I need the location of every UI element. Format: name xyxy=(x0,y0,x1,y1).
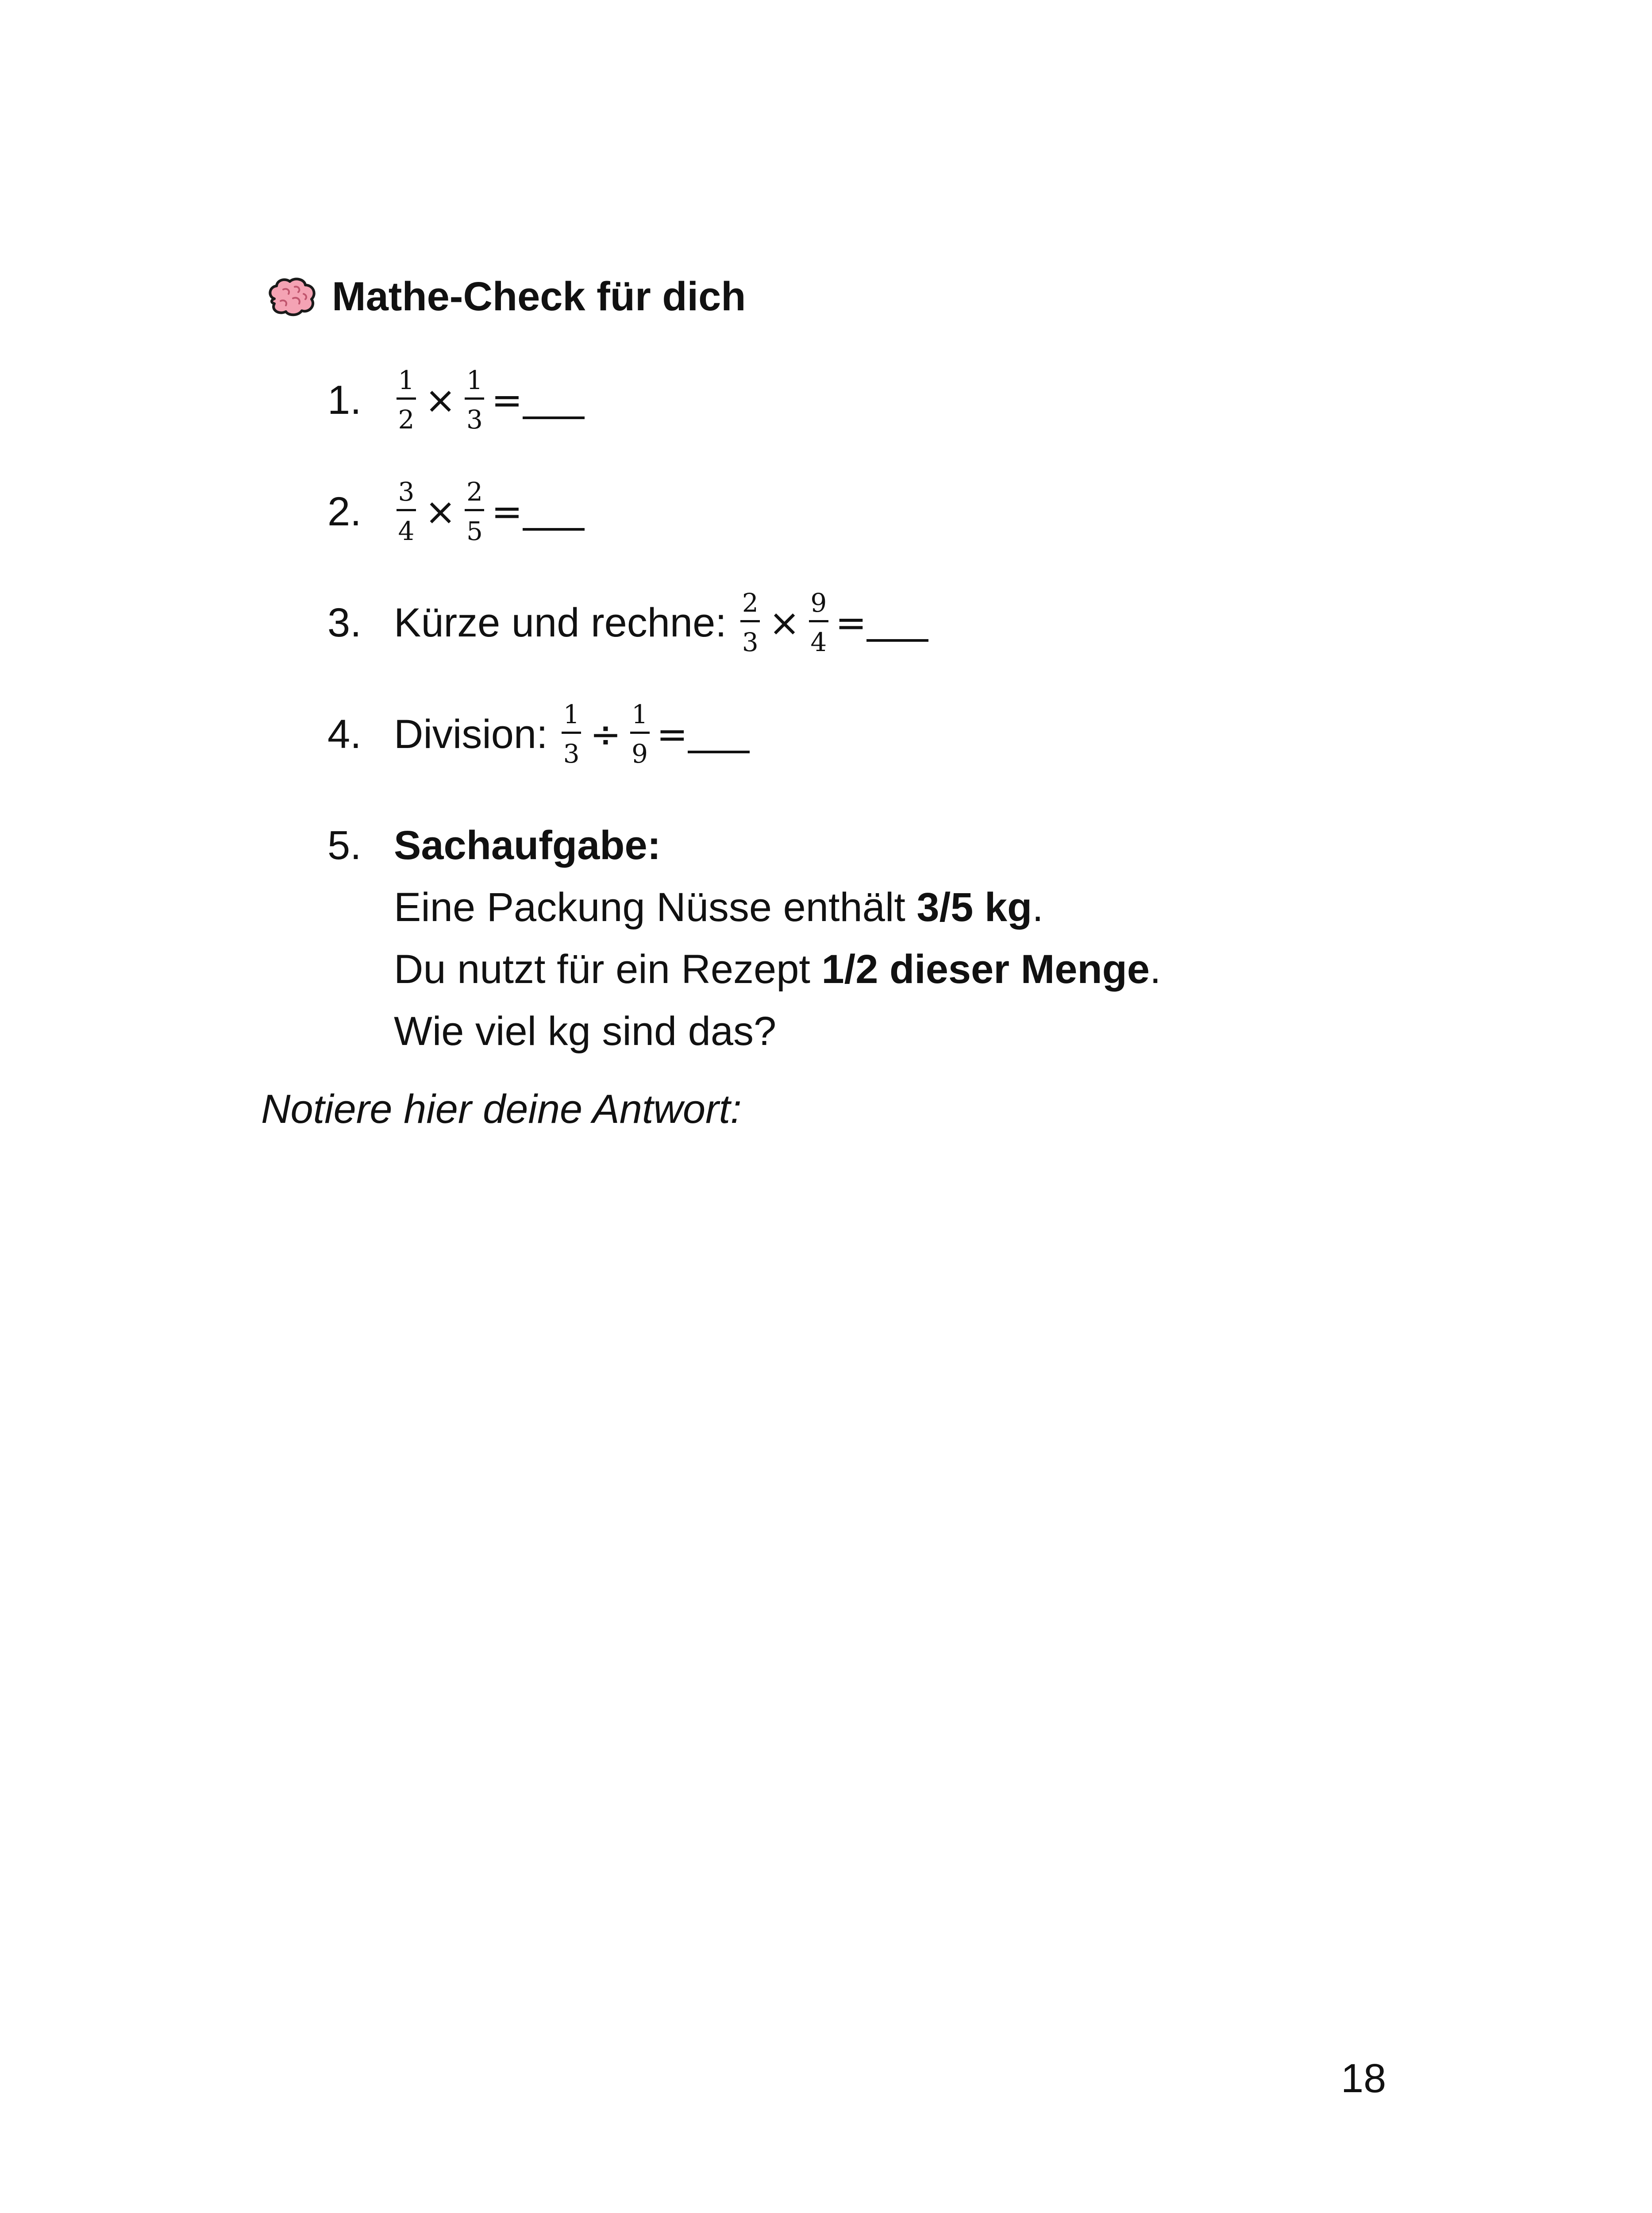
equals-sign: = xyxy=(491,490,523,533)
operator: ÷ xyxy=(590,712,621,756)
numerator: 1 xyxy=(466,365,483,395)
fraction xyxy=(740,590,760,655)
answer-blank xyxy=(866,639,928,642)
brain-icon xyxy=(266,274,319,319)
word-problem-line-2 xyxy=(327,938,1161,1000)
task-number: 4. xyxy=(327,711,362,757)
numerator: 9 xyxy=(810,588,827,618)
section-heading xyxy=(266,268,746,325)
text: . xyxy=(1149,947,1161,992)
task-3 xyxy=(327,590,928,655)
fraction xyxy=(630,699,650,769)
task-label: Kürze und rechne: xyxy=(394,600,738,645)
fraction xyxy=(562,699,581,769)
fraction xyxy=(397,479,416,544)
denominator: 4 xyxy=(810,627,827,657)
task-2 xyxy=(327,479,585,544)
section-title: Mathe-Check für dich xyxy=(332,274,746,319)
equals-sign: = xyxy=(491,378,523,422)
text: Du nutzt für ein Rezept xyxy=(394,947,822,992)
word-problem-line-1 xyxy=(327,876,1161,938)
task-5-word-problem xyxy=(327,814,1161,1062)
denominator: 2 xyxy=(398,405,415,435)
fraction xyxy=(809,590,828,655)
operator: × xyxy=(769,601,800,644)
numerator: 1 xyxy=(398,365,415,395)
fraction xyxy=(397,365,416,435)
task-number: 2. xyxy=(327,489,362,534)
fraction xyxy=(465,479,484,544)
denominator: 9 xyxy=(632,739,648,769)
numerator: 2 xyxy=(466,477,483,507)
task-number: 5. xyxy=(327,823,362,868)
denominator: 3 xyxy=(742,627,759,657)
task-label: Division: xyxy=(394,711,559,757)
answer-prompt: Notiere hier deine Antwort: xyxy=(261,1087,742,1132)
denominator: 3 xyxy=(563,739,580,769)
operator: × xyxy=(425,378,456,422)
emphasis: 1/2 dieser Menge xyxy=(821,947,1150,992)
denominator: 3 xyxy=(466,405,483,435)
answer-blank xyxy=(688,751,750,753)
word-problem-question: Wie viel kg sind das? xyxy=(394,1009,777,1054)
text: Eine Packung Nüsse enthält xyxy=(394,885,917,930)
task-number: 3. xyxy=(327,600,362,645)
numerator: 1 xyxy=(632,699,648,729)
numerator: 3 xyxy=(398,477,415,507)
numerator: 2 xyxy=(742,588,759,618)
answer-blank xyxy=(523,416,585,419)
fraction xyxy=(465,365,484,435)
numerator: 1 xyxy=(563,699,580,729)
text: . xyxy=(1032,885,1044,930)
denominator: 5 xyxy=(466,516,483,546)
word-problem-title: Sachaufgabe: xyxy=(394,823,661,868)
equals-sign: = xyxy=(656,712,688,756)
denominator: 4 xyxy=(398,516,415,546)
answer-blank xyxy=(523,528,585,531)
word-problem-heading-line xyxy=(327,814,1161,876)
emphasis: 3/5 kg xyxy=(916,885,1032,930)
task-number: 1. xyxy=(327,377,362,423)
operator: × xyxy=(425,490,456,533)
page-number: 18 xyxy=(1341,2056,1386,2101)
task-1 xyxy=(327,365,585,435)
task-4 xyxy=(327,699,750,769)
equals-sign: = xyxy=(835,601,867,644)
